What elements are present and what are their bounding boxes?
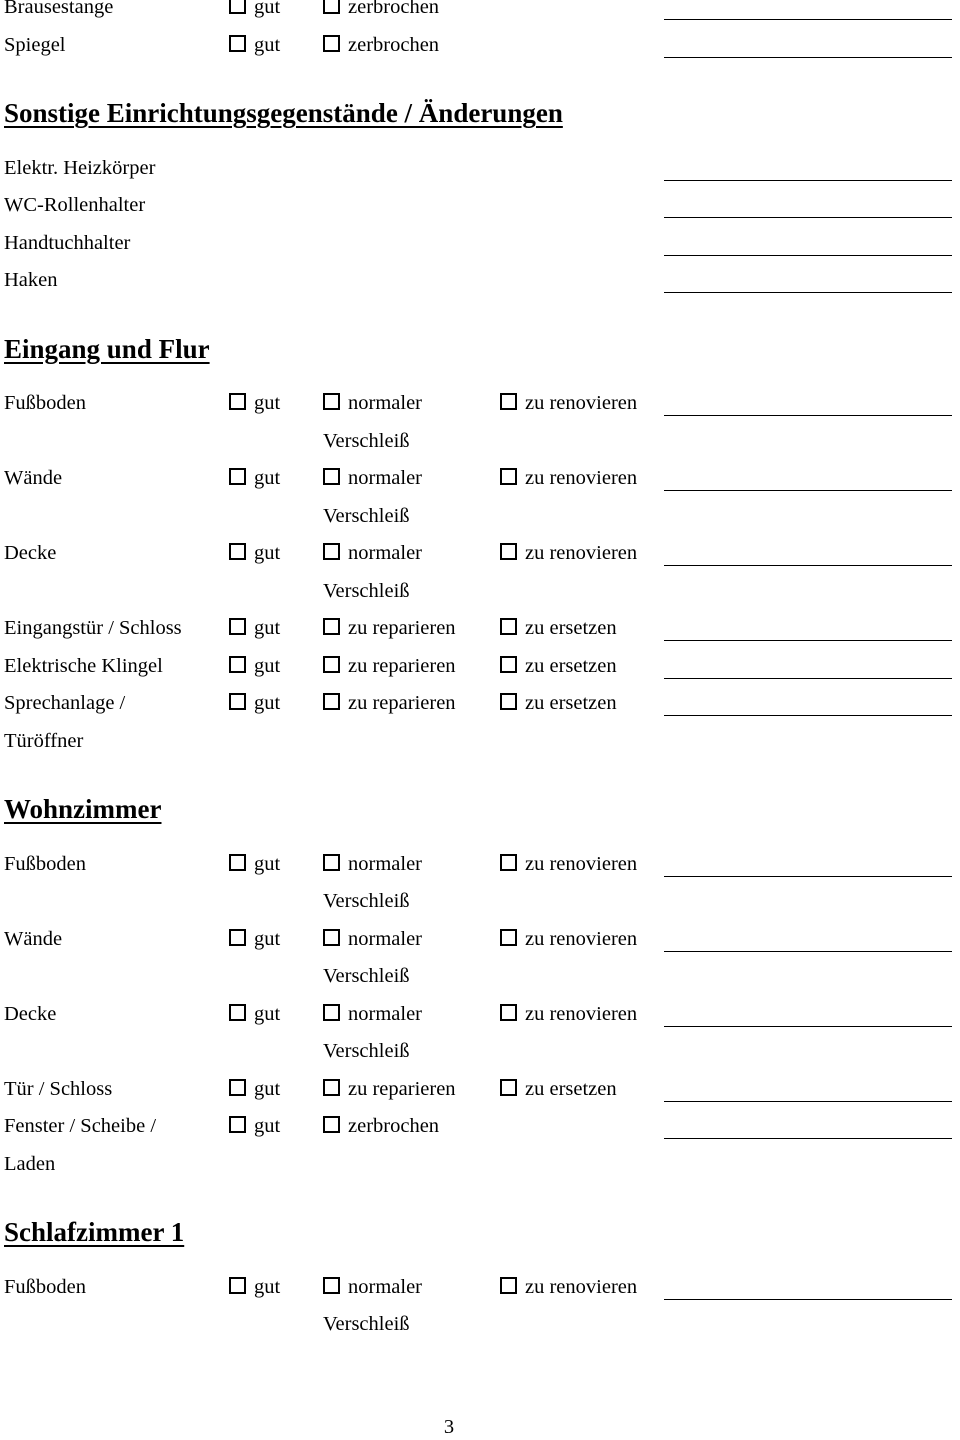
option-zu-reparieren[interactable] bbox=[323, 648, 500, 686]
section-heading: Schlafzimmer 1 bbox=[4, 1217, 185, 1247]
option-gut[interactable] bbox=[229, 1108, 323, 1183]
notes-line[interactable] bbox=[664, 921, 952, 952]
checkbox-icon[interactable] bbox=[500, 1004, 517, 1021]
option-zu-renovieren[interactable] bbox=[500, 385, 664, 460]
row-label: Fußboden bbox=[4, 1275, 86, 1298]
option-label: gut bbox=[254, 0, 281, 18]
option-label: zu reparieren bbox=[348, 1077, 456, 1100]
checkbox-icon[interactable] bbox=[323, 1277, 340, 1294]
option-label: zu reparieren bbox=[348, 617, 456, 639]
row-label: Elektrische Klingel bbox=[4, 654, 163, 677]
option-gut[interactable] bbox=[229, 648, 323, 686]
option-label: gut bbox=[254, 692, 281, 714]
option-label: zu reparieren bbox=[348, 654, 456, 677]
row-label: Fußboden bbox=[4, 392, 86, 414]
page-number: 3 bbox=[443, 1416, 455, 1438]
section-heading: Wohnzimmer bbox=[4, 794, 162, 824]
checkbox-icon[interactable] bbox=[323, 0, 340, 14]
form-row-decke bbox=[0, 535, 960, 610]
notes-line[interactable] bbox=[664, 1269, 952, 1300]
form-row-brausestange bbox=[0, 0, 960, 27]
checkbox-icon[interactable] bbox=[323, 929, 340, 946]
section-heading: Sonstige Einrichtungsgegenstände / Änderungen bbox=[4, 98, 563, 128]
option-gut[interactable] bbox=[229, 27, 323, 65]
option-gut[interactable] bbox=[229, 385, 323, 460]
option-label: gut bbox=[254, 1275, 281, 1298]
option-label: gut bbox=[254, 392, 281, 414]
checkbox-icon[interactable] bbox=[323, 35, 340, 52]
option-label: zu reparieren bbox=[348, 692, 456, 714]
notes-line[interactable] bbox=[664, 610, 952, 641]
option-label: zu renovieren bbox=[525, 1002, 638, 1025]
form-row-elektrische-klingel bbox=[0, 648, 960, 686]
row-label: Elektr. Heizkörper bbox=[4, 156, 156, 179]
notes-line[interactable] bbox=[664, 0, 952, 20]
row-label: Tür / Schloss bbox=[4, 1077, 113, 1100]
checkbox-icon[interactable] bbox=[500, 393, 517, 410]
option-zu-ersetzen[interactable] bbox=[500, 685, 664, 760]
form-row-spiegel bbox=[0, 27, 960, 65]
form-row-fußboden bbox=[0, 1269, 960, 1344]
option-label: zu renovieren bbox=[525, 542, 638, 564]
row-label: Decke bbox=[4, 542, 57, 564]
option-zu-renovieren[interactable] bbox=[500, 921, 664, 996]
notes-line[interactable] bbox=[664, 846, 952, 877]
form-row-sprechanlage-türöffner bbox=[0, 685, 960, 760]
option-label: gut bbox=[254, 927, 281, 950]
option-zu-reparieren[interactable] bbox=[323, 685, 500, 760]
checkbox-icon[interactable] bbox=[229, 468, 246, 485]
option-gut[interactable] bbox=[229, 996, 323, 1071]
form-row-fenster-scheibe-laden bbox=[0, 1108, 960, 1183]
row-label: Sprechanlage / Türöffner bbox=[4, 692, 126, 752]
row-label: Brausestange bbox=[4, 0, 114, 18]
checkbox-icon[interactable] bbox=[500, 929, 517, 946]
notes-line[interactable] bbox=[664, 535, 952, 566]
checkbox-icon[interactable] bbox=[229, 693, 246, 710]
option-label: normaler Verschleiß bbox=[323, 392, 422, 452]
notes-line[interactable] bbox=[664, 225, 952, 256]
row-label: Fenster / Scheibe / Laden bbox=[4, 1115, 157, 1175]
notes-line[interactable] bbox=[664, 150, 952, 181]
checkbox-icon[interactable] bbox=[229, 1079, 246, 1096]
option-label: gut bbox=[254, 467, 281, 489]
option-label: gut bbox=[254, 542, 281, 564]
option-normaler-verschleiß[interactable] bbox=[323, 460, 500, 535]
option-label: gut bbox=[254, 1115, 281, 1137]
checkbox-icon[interactable] bbox=[500, 1277, 517, 1294]
notes-line[interactable] bbox=[664, 27, 952, 58]
section-continued bbox=[0, 0, 960, 64]
row-label: WC-Rollenhalter bbox=[4, 194, 146, 216]
notes-line[interactable] bbox=[664, 648, 952, 679]
option-zu-renovieren[interactable] bbox=[500, 846, 664, 921]
row-label: Fußboden bbox=[4, 852, 86, 875]
option-gut[interactable] bbox=[229, 1269, 323, 1344]
option-normaler-verschleiß[interactable] bbox=[323, 385, 500, 460]
form-row-tür-schloss bbox=[0, 1071, 960, 1109]
notes-line[interactable] bbox=[664, 385, 952, 416]
option-zu-ersetzen[interactable] bbox=[500, 610, 664, 648]
form-row-haken bbox=[0, 262, 960, 300]
option-normaler-verschleiß[interactable] bbox=[323, 996, 500, 1071]
checkbox-icon[interactable] bbox=[229, 854, 246, 871]
option-zu-renovieren[interactable] bbox=[500, 535, 664, 610]
option-gut[interactable] bbox=[229, 1071, 323, 1109]
checkbox-icon[interactable] bbox=[229, 1004, 246, 1021]
option-gut[interactable] bbox=[229, 685, 323, 760]
notes-line[interactable] bbox=[664, 262, 952, 293]
checkbox-icon[interactable] bbox=[229, 35, 246, 52]
checkbox-icon[interactable] bbox=[229, 656, 246, 673]
section-wohnzimmer bbox=[0, 791, 960, 1183]
form-row-wc-rollenhalter bbox=[0, 187, 960, 225]
checkbox-icon[interactable] bbox=[323, 468, 340, 485]
option-label: gut bbox=[254, 852, 281, 875]
checkbox-icon[interactable] bbox=[323, 693, 340, 710]
checkbox-icon[interactable] bbox=[500, 468, 517, 485]
option-normaler-verschleiß[interactable] bbox=[323, 846, 500, 921]
row-label: Decke bbox=[4, 1002, 57, 1025]
option-gut[interactable] bbox=[229, 535, 323, 610]
option-gut[interactable] bbox=[229, 610, 323, 648]
option-label: gut bbox=[254, 33, 281, 56]
checkbox-icon[interactable] bbox=[500, 618, 517, 635]
option-zu-ersetzen[interactable] bbox=[500, 1071, 664, 1109]
form-row-fußboden bbox=[0, 846, 960, 921]
option-zerbrochen[interactable] bbox=[323, 0, 500, 27]
checkbox-icon[interactable] bbox=[500, 543, 517, 560]
option-normaler-verschleiß[interactable] bbox=[323, 921, 500, 996]
option-zu-reparieren[interactable] bbox=[323, 1071, 500, 1109]
checkbox-icon[interactable] bbox=[229, 1116, 246, 1133]
option-label: zu renovieren bbox=[525, 927, 638, 950]
section-eingang-und-flur bbox=[0, 331, 960, 761]
form-row-elektr-heizkörper bbox=[0, 150, 960, 188]
section-schlafzimmer-1 bbox=[0, 1214, 960, 1344]
option-gut[interactable] bbox=[229, 921, 323, 996]
section-sonstige-einrichtungsgegenstände-änderungen bbox=[0, 95, 960, 300]
option-gut[interactable] bbox=[229, 460, 323, 535]
option-label: zerbrochen bbox=[348, 0, 440, 18]
notes-line[interactable] bbox=[664, 460, 952, 491]
checkbox-icon[interactable] bbox=[323, 1116, 340, 1133]
checkbox-icon[interactable] bbox=[500, 1079, 517, 1096]
option-label: zerbrochen bbox=[348, 1115, 440, 1137]
option-label: gut bbox=[254, 617, 281, 639]
option-label: normaler Verschleiß bbox=[323, 467, 422, 527]
option-label: gut bbox=[254, 654, 281, 677]
option-gut[interactable] bbox=[229, 846, 323, 921]
row-label: Wände bbox=[4, 467, 63, 489]
option-normaler-verschleiß[interactable] bbox=[323, 535, 500, 610]
row-label: Spiegel bbox=[4, 33, 66, 56]
row-label: Haken bbox=[4, 269, 58, 291]
notes-line[interactable] bbox=[664, 187, 952, 218]
checkbox-icon[interactable] bbox=[229, 618, 246, 635]
notes-line[interactable] bbox=[664, 1071, 952, 1102]
row-label: Eingangstür / Schloss bbox=[4, 617, 182, 639]
notes-line[interactable] bbox=[664, 996, 952, 1027]
option-label: normaler Verschleiß bbox=[323, 927, 422, 987]
checkbox-icon[interactable] bbox=[323, 393, 340, 410]
option-label: zu renovieren bbox=[525, 1275, 638, 1298]
checkbox-icon[interactable] bbox=[323, 543, 340, 560]
checkbox-icon[interactable] bbox=[500, 854, 517, 871]
option-label: normaler Verschleiß bbox=[323, 542, 422, 602]
form-row-eingangstür-schloss bbox=[0, 610, 960, 648]
option-label: zu renovieren bbox=[525, 392, 638, 414]
notes-line[interactable] bbox=[664, 1108, 952, 1139]
option-zerbrochen[interactable] bbox=[323, 1108, 500, 1183]
option-zu-renovieren[interactable] bbox=[500, 460, 664, 535]
option-label: normaler Verschleiß bbox=[323, 852, 422, 912]
checkbox-icon[interactable] bbox=[229, 929, 246, 946]
option-normaler-verschleiß[interactable] bbox=[323, 1269, 500, 1344]
checkbox-icon[interactable] bbox=[500, 693, 517, 710]
checkbox-icon[interactable] bbox=[323, 1004, 340, 1021]
option-zerbrochen[interactable] bbox=[323, 27, 500, 65]
checkbox-icon[interactable] bbox=[229, 0, 246, 14]
option-label: gut bbox=[254, 1002, 281, 1025]
checkbox-icon[interactable] bbox=[323, 854, 340, 871]
row-label: Wände bbox=[4, 927, 63, 950]
option-zu-renovieren[interactable] bbox=[500, 996, 664, 1071]
option-label: zu ersetzen bbox=[525, 1077, 617, 1100]
option-label: gut bbox=[254, 1077, 281, 1100]
option-label: zu renovieren bbox=[525, 467, 638, 489]
option-label: normaler Verschleiß bbox=[323, 1275, 422, 1335]
section-heading: Eingang und Flur bbox=[4, 333, 210, 364]
checkbox-icon[interactable] bbox=[323, 1079, 340, 1096]
option-label: normaler Verschleiß bbox=[323, 1002, 422, 1062]
form-row-handtuchhalter bbox=[0, 225, 960, 263]
checkbox-icon[interactable] bbox=[323, 618, 340, 635]
option-label: zu ersetzen bbox=[525, 617, 617, 639]
option-zu-reparieren[interactable] bbox=[323, 610, 500, 648]
notes-line[interactable] bbox=[664, 685, 952, 716]
option-gut[interactable] bbox=[229, 0, 323, 27]
checkbox-icon[interactable] bbox=[500, 656, 517, 673]
option-zu-ersetzen[interactable] bbox=[500, 648, 664, 686]
checkbox-icon[interactable] bbox=[229, 543, 246, 560]
option-label: zu renovieren bbox=[525, 852, 638, 875]
row-label: Handtuchhalter bbox=[4, 231, 131, 254]
checkbox-icon[interactable] bbox=[229, 393, 246, 410]
option-label: zerbrochen bbox=[348, 33, 440, 56]
form-row-wände bbox=[0, 921, 960, 996]
checkbox-icon[interactable] bbox=[229, 1277, 246, 1294]
option-label: zu ersetzen bbox=[525, 654, 617, 677]
form-row-decke bbox=[0, 996, 960, 1071]
form-row-fußboden bbox=[0, 385, 960, 460]
form-row-wände bbox=[0, 460, 960, 535]
checkbox-icon[interactable] bbox=[323, 656, 340, 673]
option-label: zu ersetzen bbox=[525, 692, 617, 714]
option-zu-renovieren[interactable] bbox=[500, 1269, 664, 1344]
